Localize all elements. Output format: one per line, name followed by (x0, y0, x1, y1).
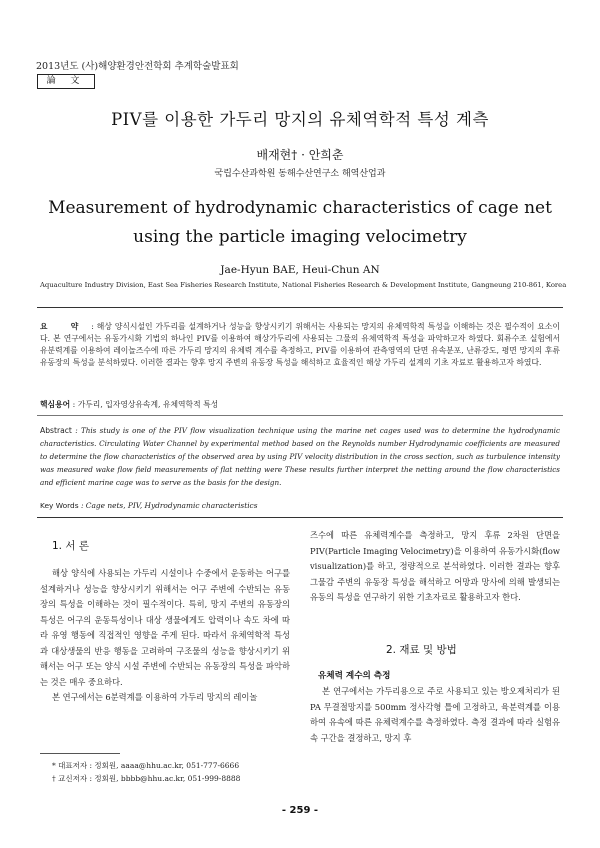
section-2-subheading: 유체력 계수의 측정 (318, 671, 391, 681)
section-2-body (310, 684, 560, 746)
korean-abstract-label: 요 약 (40, 322, 89, 331)
middle-rule (37, 415, 563, 416)
korean-authors: 배재현† · 안희춘 (256, 148, 344, 162)
english-title-line2: using the particle imaging velocimetry (133, 227, 467, 247)
paper-type-badge: 論 文 (37, 74, 95, 89)
english-keywords-text: : Cage nets, PIV, Hydrodynamic characteristics (78, 501, 258, 510)
korean-keywords-label: 핵심용어 (40, 400, 71, 409)
korean-affiliation: 국립수산과학원 동해수산연구소 해역산업과 (214, 169, 386, 179)
section-1-body (40, 566, 290, 706)
english-abstract-text: : This study is one of the PIV flow visualization technique using the marine net cages used was to determine the hydrodynamic characteristics. Circulating Water Channel by experimental method based on the Reynolds number Hydrodynamic coefficients are measured to determine the flow characteristics of the observed area by using PIV velocity distribution in the cross section, such as turbulence intensity was measured wake flow field measurements of flat netting were These results further interpret the netting around the flow characteristics and efficient marine cage was to serve as the basis for the design. (40, 426, 560, 487)
korean-abstract (40, 321, 560, 369)
section-2-paragraph: 본 연구에서는 가두리용으로 주로 사용되고 있는 방오제처리가 된 PA 무결절망지를 500mm 정사각형 틀에 고정하고, 육분력계를 이용하여 유속에 따른 유체력계수를 측정하였다. 측정 결과에 따라 실험유속 구간을 결정하고, 망지 후 (310, 686, 560, 743)
bottom-rule (37, 517, 563, 518)
korean-keywords (40, 399, 218, 410)
korean-abstract-text: : 해상 양식시설인 가두리를 설계하거나 성능을 향상시키기 위해서는 사용되는 망지의 유체역학적 특성을 이해하는 것은 필수적이 요소이다. 본 연구에서는 유동가시화 기법의 하나인 PIV를 이용하여 해상가두리에 사용되는 그물의 유체역학적 특성을 파악하고자 하였다. 회류수조 실험에서 유분력계를 이용하여 레이놀즈수에 따른 가두리 망지의 유체력 계수를 측정하고, PIV를 이용하여 관측영역의 단면 유속분포, 난류강도, 평면 망지의 후류 유동장의 특성을 분석하였다. 이러한 결과는 향후 망지 주변의 유동장 특성을 해석하고 효율적인 해상 가두리 설계의 기초 자료로 활용하고자 하였다. (40, 322, 560, 367)
korean-title: PIV를 이용한 가두리 망지의 유체역학적 특성 계측 (111, 110, 489, 129)
english-affiliation: Aquaculture Industry Division, East Sea Fisheries Research Institute, National Fisheries Research & Development Institute, Gangneung 210-861, Korea (40, 281, 567, 289)
section-1-heading: 1. 서 론 (52, 540, 89, 552)
top-rule (37, 307, 563, 308)
korean-keywords-text: : 가두리, 입자영상유속계, 유체역학적 특성 (70, 400, 219, 409)
footnote-corresponding-author: * 대표저자 : 정회원, aaaa@hhu.ac.kr, 051-777-6666 (52, 761, 240, 770)
english-abstract (40, 424, 560, 489)
english-keywords (40, 501, 258, 510)
right-column-intro (310, 528, 560, 606)
footnote-co-author: † 교신저자 : 정회원, bbbb@hhu.ac.kr, 051-999-8888 (52, 774, 241, 783)
right-intro-paragraph: 즈수에 따른 유체력계수를 측정하고, 망지 후류 2차원 단면을 PIV(Particle Imaging Velocimetry)을 이용하여 유동가시화(flow visualization)를 하고, 정량적으로 분석하였다. 이러한 결과는 향후 그물감 주변의 유동장 특성을 해석하고 어망과 망사에 의해 발생되는 유동의 특성을 연구하기 위한 기초자료로 활용하고자 한다. (310, 530, 560, 602)
english-abstract-label: Abstract (40, 426, 72, 435)
section-2-heading: 2. 재료 및 방법 (386, 644, 457, 656)
footnote-rule (40, 753, 120, 754)
english-keywords-label: Key Words (40, 501, 79, 510)
english-title (0, 194, 600, 252)
page-number: - 259 - (281, 805, 319, 816)
english-authors: Jae-Hyun BAE, Heui-Chun AN (220, 264, 380, 276)
footnotes (52, 759, 240, 785)
section-1-paragraph-1: 해상 양식에 사용되는 가두리 시설이나 수중에서 운동하는 어구를 설계하거나 성능을 향상시키기 위해서는 어구 주변에 수반되는 유동장의 특성을 이해하는 것이 필수적이다. 특히, 망지 주변의 유동장의 특성은 어구의 운동특성이나 대상 생물에게도 압력이나 속도 차에 따라 유영 행동에 직접적인 영향을 주게 된다. 따라서 유체역학적 특성과 대상생물의 반응 행동을 고려하여 구조물의 성능을 향상시키기 위해서는 어구 또는 양식 시설 주변에 수반되는 유동장의 특성을 파악하는 것은 매우 중요하다. (40, 568, 290, 687)
section-1-paragraph-2: 본 연구에서는 6분력계를 이용하여 가두리 망지의 레이놀 (52, 692, 258, 702)
english-title-line1: Measurement of hydrodynamic characteristics of cage net (48, 198, 552, 218)
conference-header: 2013년도 (사)해양환경안전학회 추계학술발표회 (36, 61, 239, 72)
